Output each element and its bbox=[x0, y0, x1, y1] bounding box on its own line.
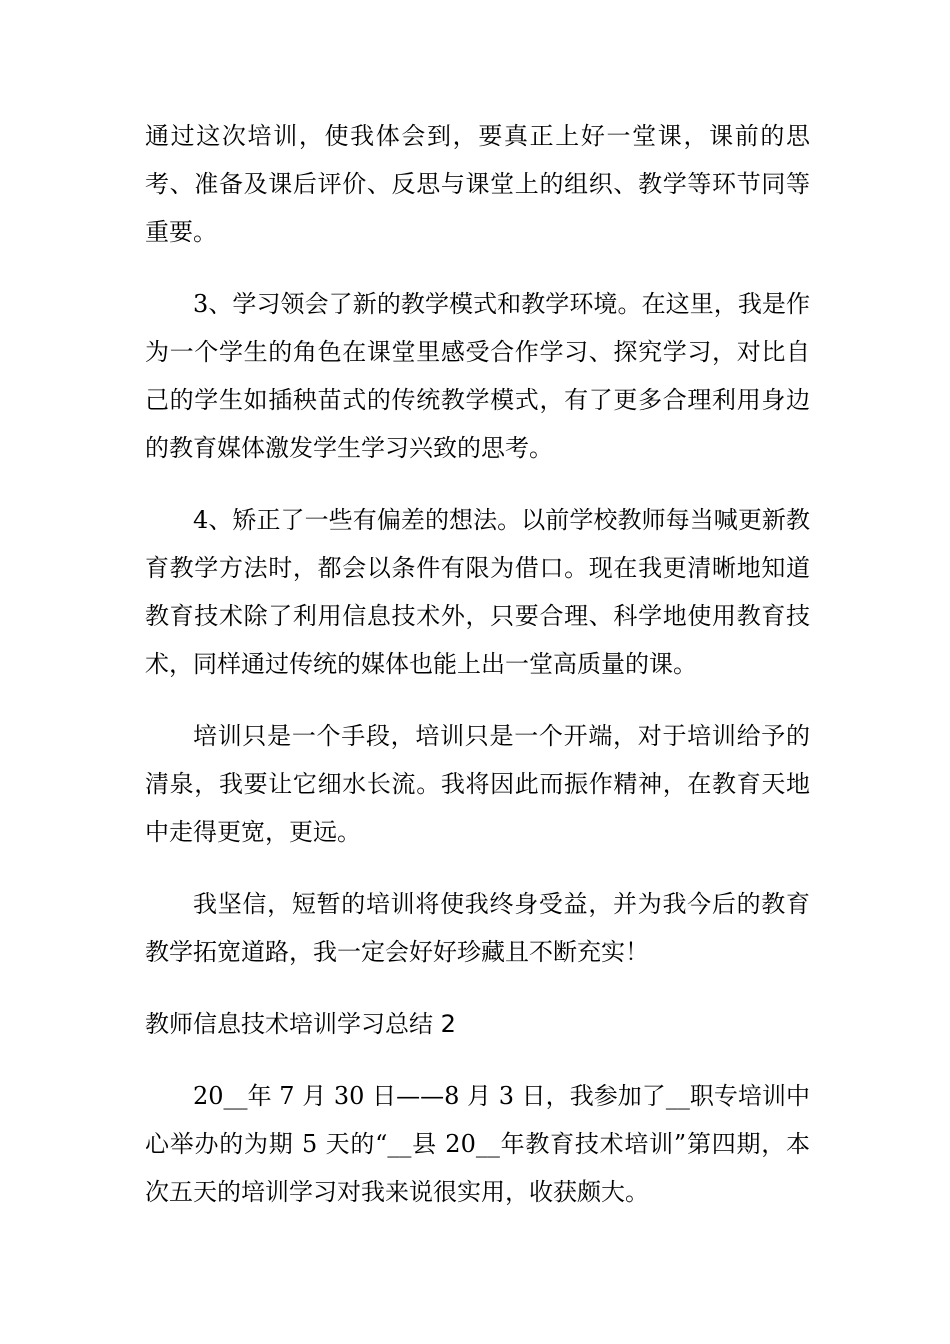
section-title: 教师信息技术培训学习总结 2 bbox=[145, 1010, 456, 1038]
paragraph-training-reflection: 通过这次培训，使我体会到，要真正上好一堂课，课前的思考、准备及课后评价、反思与课堂上的组织、教学等环节同等重要。 bbox=[145, 122, 810, 246]
paragraph-point-3: 3、学习领会了新的教学模式和教学环境。在这里，我是作为一个学生的角色在课堂里感受合作学习、探究学习，对比自己的学生如插秧苗式的传统教学模式，有了更多合理利用身边的教育媒体激发学生学习兴致的思考。 bbox=[145, 290, 810, 462]
paragraph-point-4: 4、矫正了一些有偏差的想法。以前学校教师每当喊更新教育教学方法时，都会以条件有限为借口。现在我更清晰地知道教育技术除了利用信息技术外，只要合理、科学地使用教育技术，同样通过传统的媒体也能上出一堂高质量的课。 bbox=[145, 506, 810, 678]
paragraph-training-means: 培训只是一个手段，培训只是一个开端，对于培训给予的清泉，我要让它细水长流。我将因此而振作精神，在教育天地中走得更宽，更远。 bbox=[145, 722, 810, 846]
paragraph-training-dates: 20__年 7 月 30 日——8 月 3 日，我参加了__职专培训中心举办的为期 5 天的“__县 20__年教育技术培训”第四期，本次五天的培训学习对我来说很实用，收获颇大。 bbox=[145, 1082, 810, 1206]
document-body bbox=[145, 112, 810, 1240]
paragraph-belief: 我坚信，短暂的培训将使我终身受益，并为我今后的教育教学拓宽道路，我一定会好好珍藏且不断充实！ bbox=[145, 890, 810, 966]
